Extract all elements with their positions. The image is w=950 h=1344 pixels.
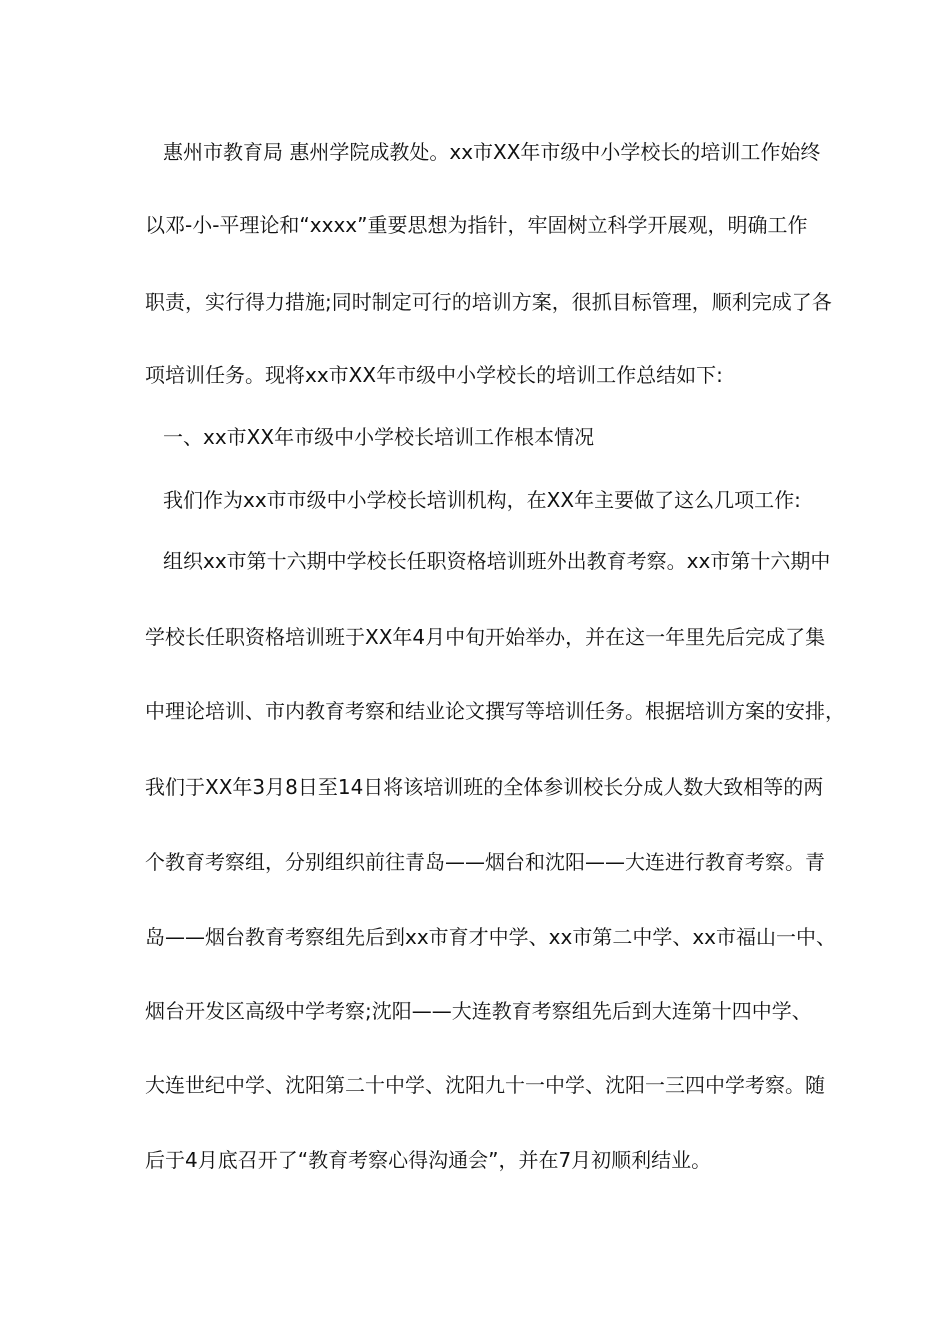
section-heading: 一、xx市XX年市级中小学校长培训工作根本情况 — [163, 425, 595, 449]
paragraph-line-9: 中理论培训、市内教育考察和结业论文撰写等培训任务。根据培训方案的安排， — [145, 699, 845, 723]
paragraph-line-3: 职责，实行得力措施;同时制定可行的培训方案，很抓目标管理，顺利完成了各 — [145, 290, 832, 314]
paragraph-line-13: 烟台开发区高级中学考察;沈阳——大连教育考察组先后到大连第十四中学、 — [145, 999, 812, 1023]
paragraph-line-10: 我们于XX年3月8日至14日将该培训班的全体参训校长分成人数大致相等的两 — [145, 775, 824, 799]
paragraph-line-7: 组织xx市第十六期中学校长任职资格培训班外出教育考察。xx市第十六期中 — [163, 549, 831, 573]
paragraph-line-15: 后于4月底召开了“教育考察心得沟通会”，并在7月初顺利结业。 — [145, 1148, 712, 1172]
paragraph-line-11: 个教育考察组，分别组织前往青岛——烟台和沈阳——大连进行教育考察。青 — [145, 850, 825, 874]
paragraph-line-12: 岛——烟台教育考察组先后到xx市育才中学、xx市第二中学、xx市福山一中、 — [145, 925, 837, 949]
paragraph-line-4: 项培训任务。现将xx市XX年市级中小学校长的培训工作总结如下: — [145, 363, 723, 387]
paragraph-line-1: 惠州市教育局 惠州学院成教处。xx市XX年市级中小学校长的培训工作始终 — [163, 140, 821, 164]
paragraph-line-6: 我们作为xx市市级中小学校长培训机构，在XX年主要做了这么几项工作: — [163, 488, 801, 512]
paragraph-line-8: 学校长任职资格培训班于XX年4月中旬开始举办，并在这一年里先后完成了集 — [145, 625, 826, 649]
paragraph-line-14: 大连世纪中学、沈阳第二十中学、沈阳九十一中学、沈阳一三四中学考察。随 — [145, 1073, 825, 1097]
paragraph-line-2: 以邓-小-平理论和“xxxx”重要思想为指针，牢固树立科学开展观，明确工作 — [145, 213, 808, 237]
